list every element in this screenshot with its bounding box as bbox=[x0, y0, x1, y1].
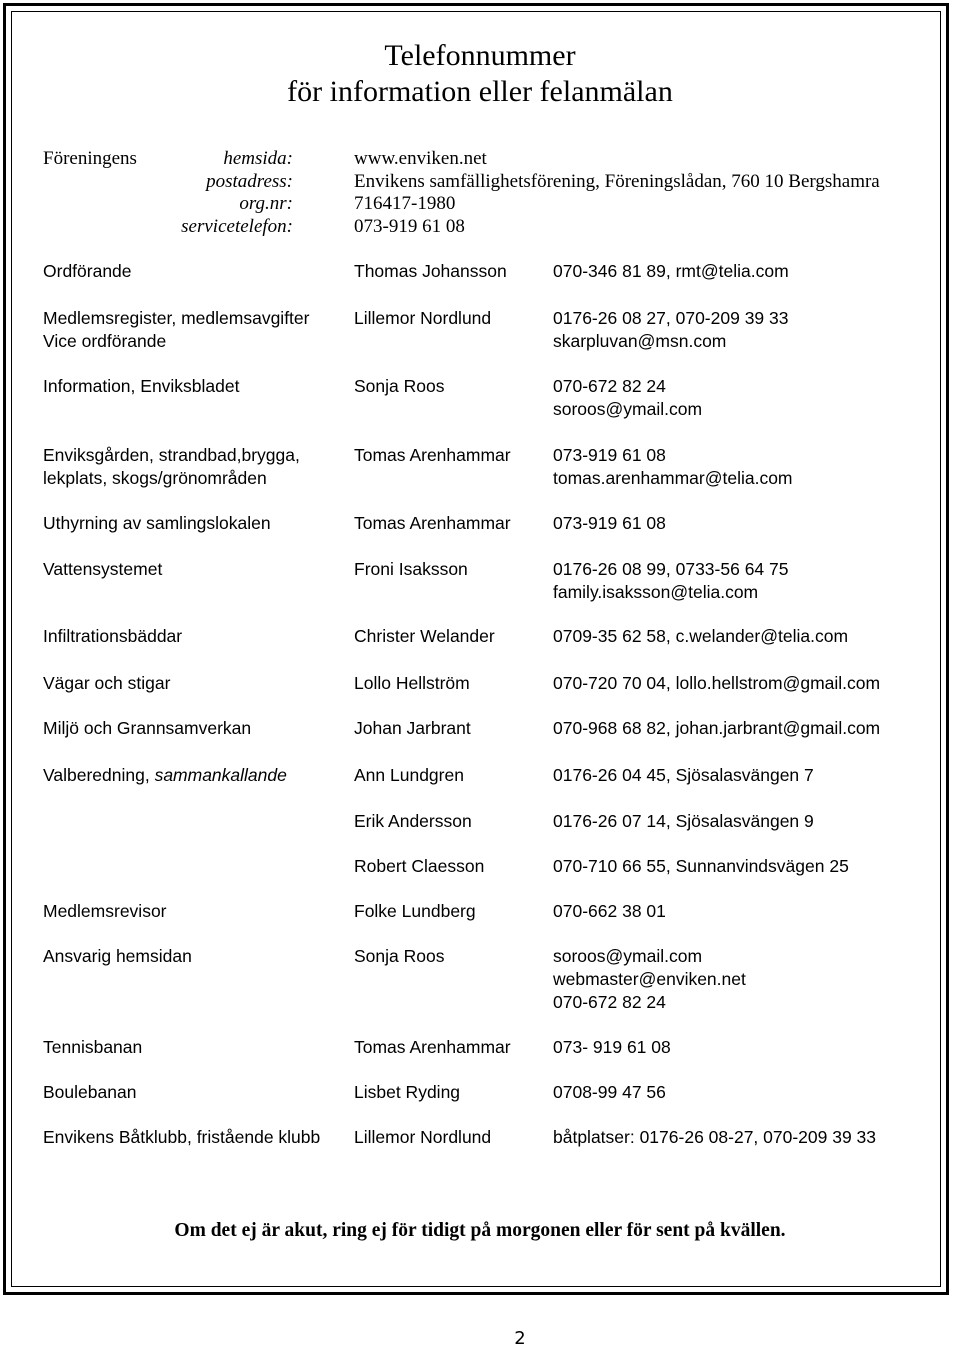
role-cell bbox=[43, 900, 167, 923]
role-line: Information, Enviksbladet bbox=[43, 376, 240, 396]
contact-line: 0176-26 08 99, 0733-56 64 75 bbox=[553, 559, 789, 579]
contact-cell bbox=[553, 307, 788, 353]
contact-line: skarpluvan@msn.com bbox=[553, 331, 727, 351]
contact-line: 070-346 81 89, rmt@telia.com bbox=[553, 261, 789, 281]
role-line: Uthyrning av samlingslokalen bbox=[43, 513, 271, 533]
person-name: Froni Isaksson bbox=[354, 559, 468, 579]
role-cell bbox=[43, 558, 162, 581]
contact-line: båtplatser: 0176-26 08-27, 070-209 39 33 bbox=[553, 1127, 877, 1147]
person-name: Lillemor Nordlund bbox=[354, 308, 492, 328]
contact-line: soroos@ymail.com bbox=[553, 946, 703, 966]
orgnr-label: org.nr: bbox=[239, 193, 293, 214]
role-cell bbox=[43, 260, 132, 283]
role-line: Infiltrationsbäddar bbox=[43, 626, 183, 646]
contact-line: 073-919 61 08 bbox=[553, 513, 666, 533]
role-line: Enviksgården, strandbad,brygga, bbox=[43, 445, 300, 465]
contact-line: 070-662 38 01 bbox=[553, 901, 666, 921]
person-name: Ann Lundgren bbox=[354, 765, 464, 785]
contact-line: 070-672 82 24 bbox=[553, 992, 666, 1012]
page-title-line1: Telefonnummer bbox=[384, 39, 576, 72]
page-number: 2 bbox=[514, 1328, 526, 1349]
contact-line: 0708-99 47 56 bbox=[553, 1082, 666, 1102]
role-cell bbox=[43, 375, 240, 398]
contact-line: 073- 919 61 08 bbox=[553, 1037, 671, 1057]
role-line: Tennisbanan bbox=[43, 1037, 143, 1057]
person-name: Thomas Johansson bbox=[354, 261, 507, 281]
role-cell bbox=[43, 307, 309, 353]
role-line: Ordförande bbox=[43, 261, 132, 281]
service-value: 073-919 61 08 bbox=[354, 216, 465, 237]
contact-cell bbox=[553, 764, 814, 787]
contact-cell bbox=[553, 375, 702, 421]
role-cell bbox=[43, 512, 271, 535]
hemsida-value: www.enviken.net bbox=[354, 148, 487, 169]
contact-cell bbox=[553, 1036, 671, 1059]
person-name: Lisbet Ryding bbox=[354, 1082, 461, 1102]
contact-cell bbox=[553, 810, 814, 833]
person-name: Tomas Arenhammar bbox=[354, 1037, 511, 1057]
person-name: Tomas Arenhammar bbox=[354, 513, 511, 533]
role-cell bbox=[43, 1126, 320, 1149]
contact-cell bbox=[553, 1126, 876, 1149]
person-name: Erik Andersson bbox=[354, 811, 472, 831]
page-title-line2: för information eller felanmälan bbox=[287, 75, 673, 108]
role-cell bbox=[43, 764, 287, 787]
role-line: Miljö och Grannsamverkan bbox=[43, 718, 252, 738]
role-cell bbox=[43, 444, 300, 490]
page-border bbox=[3, 3, 949, 1295]
role-line: Boulebanan bbox=[43, 1082, 137, 1102]
role-line: Vägar och stigar bbox=[43, 673, 171, 693]
service-label: servicetelefon: bbox=[181, 216, 293, 237]
role-line: Ansvarig hemsidan bbox=[43, 946, 192, 966]
orgnr-value: 716417-1980 bbox=[354, 193, 456, 214]
role-line: Vice ordförande bbox=[43, 331, 167, 351]
role-line: Medlemsregister, medlemsavgifter bbox=[43, 308, 310, 328]
role-line: lekplats, skogs/grönområden bbox=[43, 468, 267, 488]
contact-line: 070-672 82 24 bbox=[553, 376, 666, 396]
role-cell bbox=[43, 1036, 142, 1059]
contact-line: 070-720 70 04, lollo.hellstrom@gmail.com bbox=[553, 673, 881, 693]
contact-line: family.isaksson@telia.com bbox=[553, 582, 759, 602]
contact-cell bbox=[553, 1081, 666, 1104]
role-cell bbox=[43, 945, 192, 968]
role-line: Valberedning, bbox=[43, 765, 155, 785]
contact-line: 070-710 66 55, Sunnanvindsvägen 25 bbox=[553, 856, 849, 876]
contact-cell bbox=[553, 558, 788, 604]
contact-line: 0176-26 07 14, Sjösalasvängen 9 bbox=[553, 811, 814, 831]
contact-line: 0176-26 08 27, 070-209 39 33 bbox=[553, 308, 789, 328]
contact-cell bbox=[553, 672, 880, 695]
footer-note: Om det ej är akut, ring ej för tidigt på morgonen eller för sent på kvällen. bbox=[174, 1220, 786, 1241]
contact-cell bbox=[553, 444, 793, 490]
role-line: Envikens Båtklubb, fristående klubb bbox=[43, 1127, 321, 1147]
role-cell bbox=[43, 1081, 136, 1104]
role-italic: sammankallande bbox=[154, 765, 287, 785]
person-name: Tomas Arenhammar bbox=[354, 445, 511, 465]
contact-line: 0709-35 62 58, c.welander@telia.com bbox=[553, 626, 849, 646]
contact-cell bbox=[553, 512, 666, 535]
person-name: Christer Welander bbox=[354, 626, 495, 646]
person-name: Lillemor Nordlund bbox=[354, 1127, 492, 1147]
role-line: Medlemsrevisor bbox=[43, 901, 167, 921]
contact-cell bbox=[553, 625, 848, 648]
contact-line: soroos@ymail.com bbox=[553, 399, 703, 419]
contact-line: webmaster@enviken.net bbox=[553, 969, 746, 989]
role-cell bbox=[43, 717, 251, 740]
person-name: Johan Jarbrant bbox=[354, 718, 471, 738]
contact-cell bbox=[553, 855, 849, 878]
contact-line: 0176-26 04 45, Sjösalasvängen 7 bbox=[553, 765, 814, 785]
hemsida-label: hemsida: bbox=[223, 148, 293, 169]
contact-cell bbox=[553, 717, 880, 740]
role-cell bbox=[43, 672, 170, 695]
role-line: Vattensystemet bbox=[43, 559, 163, 579]
role-cell bbox=[43, 625, 182, 648]
person-name: Folke Lundberg bbox=[354, 901, 476, 921]
postadress-value: Envikens samfällighetsförening, Föreningslådan, 760 10 Bergshamra bbox=[354, 171, 880, 192]
person-name: Sonja Roos bbox=[354, 376, 445, 396]
contact-cell bbox=[553, 260, 789, 283]
contact-line: 073-919 61 08 bbox=[553, 445, 666, 465]
person-name: Robert Claesson bbox=[354, 856, 485, 876]
person-name: Sonja Roos bbox=[354, 946, 445, 966]
person-name: Lollo Hellström bbox=[354, 673, 470, 693]
postadress-label: postadress: bbox=[206, 171, 293, 192]
contact-line: 070-968 68 82, johan.jarbrant@gmail.com bbox=[553, 718, 881, 738]
contact-line: tomas.arenhammar@telia.com bbox=[553, 468, 793, 488]
contact-cell bbox=[553, 945, 746, 1014]
association-label: Föreningens bbox=[43, 148, 137, 169]
contact-cell bbox=[553, 900, 666, 923]
